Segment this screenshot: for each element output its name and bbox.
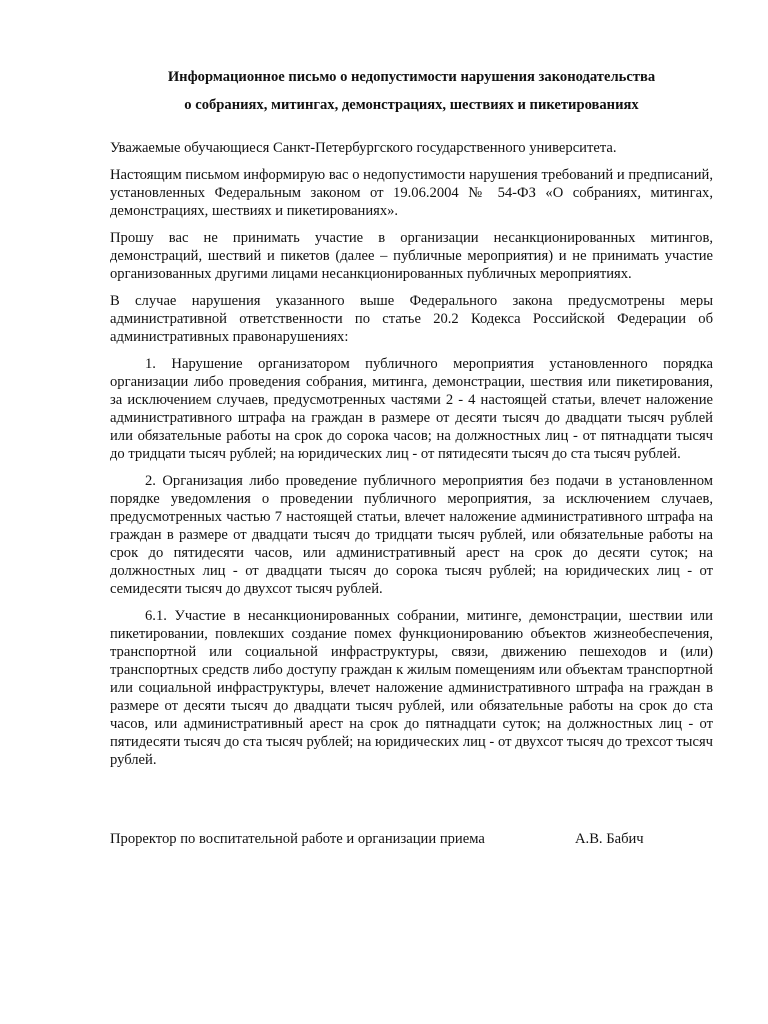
document-title-line-2: о собраниях, митингах, демонстрациях, шествиях и пикетированиях	[184, 97, 639, 113]
article-part-1: 1. Нарушение организатором публичного мероприятия установленного порядка организации либо проведения собрания, митинга, демонстрации, шествия или пикетирования, за исключением случаев, предусмотренных частями 2 - 4 настоящей статьи, влечет наложение административного штрафа на граждан в размере от десяти тысяч до двадцати тысяч рублей или обязательные работы на срок до сорока часов; на должностных лиц - от пятнадцати тысяч до тридцати тысяч рублей; на юридических лиц - от пятидесяти тысяч до ста тысяч рублей.	[110, 356, 713, 462]
greeting: Уважаемые обучающиеся Санкт-Петербургского государственного университета.	[110, 140, 617, 156]
paragraph-notice: Настоящим письмом информирую вас о недопустимости нарушения требований и предписаний, установленных Федеральным законом от 19.06.2004 № 54-ФЗ «О собраниях, митингах, демонстрациях, шествиях и пикетированиях».	[110, 167, 713, 219]
paragraph-liability: В случае нарушения указанного выше Федерального закона предусмотрены меры административной ответственности по статье 20.2 Кодекса Российской Федерации об административных правонарушениях:	[110, 293, 713, 345]
article-part-6-1: 6.1. Участие в несанкционированных собрании, митинге, демонстрации, шествии или пикетировании, повлекших создание помех функционированию объектов жизнеобеспечения, транспортной или социальной инфраструктуры, связи, движению пешеходов и (или) транспортных средств либо доступу граждан к жилым помещениям или объектам транспортной или социальной инфраструктуры, влечет наложение административного штрафа на граждан в размере от десяти тысяч до двадцати тысяч рублей, или обязательные работы на срок до ста часов, или административный арест на срок до пятнадцати суток; на должностных лиц - от пятидесяти тысяч до ста тысяч рублей; на юридических лиц - от двухсот тысяч до трехсот тысяч рублей.	[110, 608, 713, 768]
document-body	[110, 64, 713, 778]
signatory-position: Проректор по воспитательной работе и организации приема	[110, 831, 485, 847]
paragraph-request: Прошу вас не принимать участие в организации несанкционированных митингов, демонстраций, шествий и пикетов (далее – публичные мероприятия) и не принимать участие организованных другими лицами несанкционированных публичных мероприятиях.	[110, 230, 713, 282]
document-title-line-1: Информационное письмо о недопустимости нарушения законодательства	[167, 69, 656, 85]
signatory-name: А.В. Бабич	[575, 831, 644, 847]
article-part-2: 2. Организация либо проведение публичного мероприятия без подачи в установленном порядке уведомления о проведении публичного мероприятия, за исключением случаев, предусмотренных частью 7 настоящей статьи, влечет наложение административного штрафа на граждан в размере от двадцати тысяч до тридцати тысяч рублей, или обязательные работы на срок до пятидесяти часов, или административный арест на срок до десяти суток; на должностных лиц - от двадцати тысяч до сорока тысяч рублей; на юридических лиц - от семидесяти тысяч до двухсот тысяч рублей.	[110, 473, 713, 597]
signature-block	[110, 830, 713, 848]
